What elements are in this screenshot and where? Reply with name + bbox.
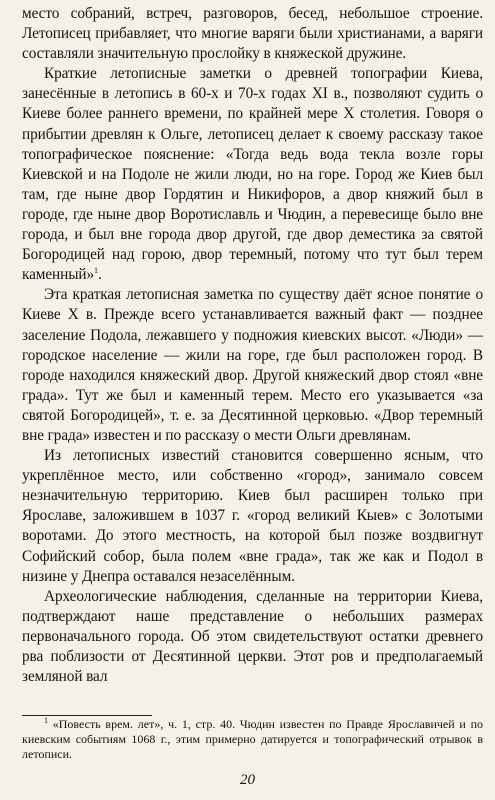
footnote-divider (22, 715, 152, 716)
body-text (22, 4, 483, 687)
page-number: 20 (240, 772, 255, 788)
sentence-period: . (97, 266, 102, 284)
footnote-marker: 1 (44, 716, 48, 725)
paragraph: место собраний, встреч, разговоров, бесед, небольшое строение. Летописец прибавляет, что многие варяги были христианами, а варяги составляли значительную прослойку в княжеской дружине. (22, 5, 483, 63)
paragraph (22, 64, 483, 285)
footnote (22, 717, 483, 762)
footnote-reference: 1 (94, 266, 98, 276)
paragraph: Из летописных известий становится совершенно ясным, что укреплённое место, или собственно «город», занимало совсем незначительную территорию. Киев был расширен только при Ярославе, заложившем в 1037 г. «город великий Кыев» с Золотыми воротами. До этого местность, на которой был позже воздвигнут Софийский собор, была полем «вне града», так же как и Подол в низине у Днепра оставался незаселённым. (22, 447, 483, 585)
paragraph-text: Краткие летописные заметки о древней топографии Киева, занесённые в летопись в 60-х и 70-х годах XI в., позволяют судить о Киеве более раннего времени, по крайней мере X столетия. Говоря о прибытии древлян к Ольге, летописец делает к своему рассказу такое топографическое пояснение: «Тогда ведь вода текла возле горы Киевской и на Подоле не жили люди, но на горе. Город же Киев был там, где ныне двор Гордятин и Никифоров, а двор княжий был в городе, где ныне двор Воротиславль и Чюдин, а перевесище было вне города, и был вне города двор другой, где двор деместика за святой Богородицей над горою, двор теремный, потому что тут был терем каменный» (22, 65, 483, 284)
paragraph: Эта краткая летописная заметка по существу даёт ясное понятие о Киеве X в. Прежде всего устанавливается важный факт — позднее заселение Подола, лежавшего у подножия киевских высот. «Люди» — городское население — жили на горе, где был расположен город. В городе находился княжеский двор. Другой княжеский двор стоял «вне града». Тут же был и каменный терем. Место его указывается «за святой Богородицей», т. е. за Десятинной церковью. «Двор теремный вне града» известен и по рассказу о мести Ольги древлянам. (22, 286, 483, 444)
paragraph: Археологические наблюдения, сделанные на территории Киева, подтверждают наше представление о небольших размерах первоначального города. Об этом свидетельствуют остатки древнего рва поблизости от Десятинной церкви. Этот ров и предполагаемый земляной вал (22, 587, 483, 686)
footnote-text: «Повесть врем. лет», ч. 1, стр. 40. Чюдин известен по Правде Ярославичей и по киевским событиям 1068 г., этим примерно датируется и топографический отрывок в летописи. (22, 717, 483, 761)
